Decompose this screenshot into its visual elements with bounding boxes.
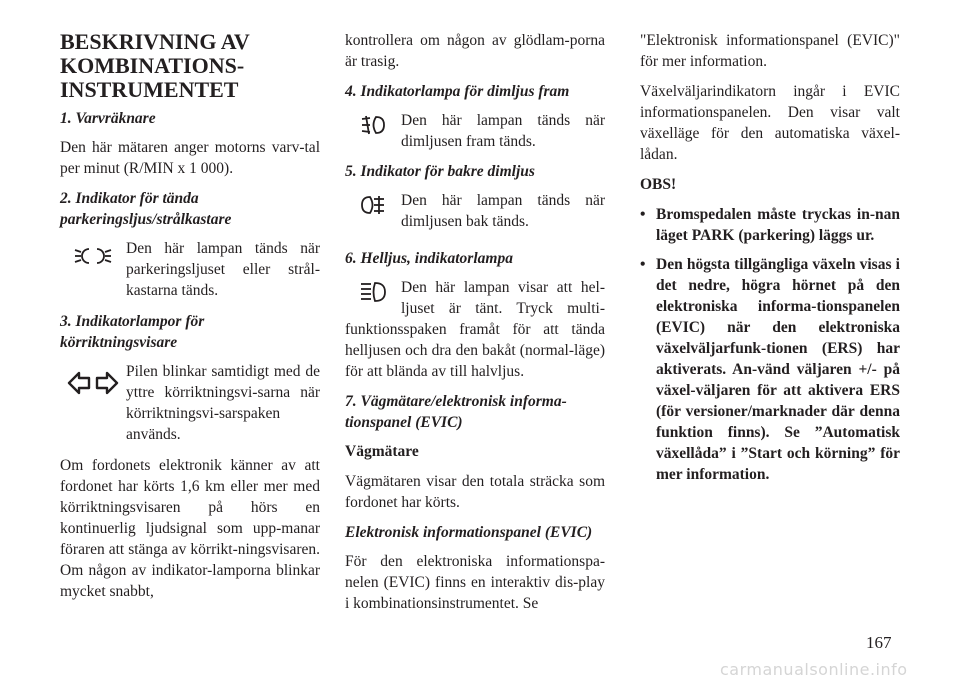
rear-fog-light-icon <box>345 190 401 224</box>
heading-rear-fog: 5. Indikator för bakre dimljus <box>345 163 535 180</box>
heading-evic: Elektronisk informationspanel (EVIC) <box>345 524 593 541</box>
heading-odometer: Vägmätare <box>345 443 419 460</box>
text-high-beam: Den här lampan visar att hel-ljuset är tänt. Tryck multi-funktionsspaken framåt för att tända helljusen och dra den bakåt (normal-läge) för att blända av till halvljus. <box>345 279 605 380</box>
text-rear-fog: Den här lampan tänds när dimljusen bak tänds. <box>401 192 605 230</box>
high-beam-icon <box>345 277 401 311</box>
rear-fog-block <box>345 190 605 232</box>
note-label: OBS! <box>640 176 677 193</box>
page-number: 167 <box>866 633 892 652</box>
column-2 <box>345 30 605 623</box>
heading-tachometer: 1. Varvräknare <box>60 110 156 127</box>
text-evic: För den elektroniska informationspa-nelen (EVIC) finns en interaktiv dis-play i kombinationsinstrumentet. Se <box>345 553 605 612</box>
heading-high-beam: 6. Helljus, indikatorlampa <box>345 250 513 267</box>
column-3 <box>640 30 900 493</box>
heading-turn-signals: 3. Indikatorlampor för körriktningsvisare <box>60 313 205 351</box>
text-gear-indicator: Växelväljarindikatorn ingår i EVIC informationspanelen. Den visar valt växelläge för den automatiska växel-lådan. <box>640 83 900 163</box>
front-fog-block <box>345 110 605 152</box>
text-tachometer: Den här mätaren anger motorns varv-tal per minut (R/MIN x 1 000). <box>60 139 320 177</box>
section-title: BESKRIVNING AV KOMBINATIONS-INSTRUMENTET <box>60 29 250 102</box>
front-fog-light-icon <box>345 110 401 144</box>
parking-lights-row <box>60 238 320 301</box>
turn-signals-row <box>60 361 320 445</box>
list-item: • Bromspedalen måste tryckas in-nan läget PARK (parkering) läggs ur. <box>640 204 900 246</box>
text-turn-signals: Pilen blinkar samtidigt med de yttre körriktningsvi-sarna när körriktningsvi-sarspaken används. <box>126 363 320 443</box>
turn-signal-arrows-icon <box>60 361 126 395</box>
heading-odometer-evic: 7. Vägmätare/elektronisk informa-tionspanel (EVIC) <box>345 393 567 431</box>
text-turn-signal-warning: Om fordonets elektronik känner av att fordonet har körts 1,6 km eller mer med körriktningsvisaren på hörs en kontinuerlig ljudsignal som upp-manar föraren att stänga av körrikt-ningsvisaren. Om någon av indikator-lamporna blinkar mycket snabbt, <box>60 457 320 600</box>
footer-watermark: carmanualsonline.info <box>720 660 908 679</box>
high-beam-block <box>345 277 605 382</box>
note-list <box>640 204 900 485</box>
text-odometer: Vägmätaren visar den totala sträcka som fordonet har körts. <box>345 473 605 511</box>
text-parking-lights: Den här lampan tänds när parkeringsljuset eller strål-kastarna tänds. <box>126 240 320 299</box>
text-bulb-check: kontrollera om någon av glödlam-porna är trasig. <box>345 32 605 70</box>
column-1 <box>60 30 320 611</box>
heading-parking-lights: 2. Indikator för tända parkeringsljus/strålkastare <box>60 190 232 228</box>
list-item: • Den högsta tillgängliga växeln visas i det nedre, högra hörnet på den elektroniska informa-tionspanelen (EVIC) när den elektroniska växelväljarfunk-tionen (ERS) har aktiverats. An-vänd väljaren +/- på växel-väljaren för att aktivera ERS (för versioner/marknader där denna funktion finns). Se ”Automatisk växellåda” i ”Start och körning” för mer information. <box>640 254 900 485</box>
heading-front-fog: 4. Indikatorlampa för dimljus fram <box>345 83 570 100</box>
text-evic-reference: "Elektronisk informationspanel (EVIC)" för mer information. <box>640 32 900 70</box>
text-front-fog: Den här lampan tänds när dimljusen fram tänds. <box>401 112 605 150</box>
parking-lights-icon <box>60 238 126 266</box>
